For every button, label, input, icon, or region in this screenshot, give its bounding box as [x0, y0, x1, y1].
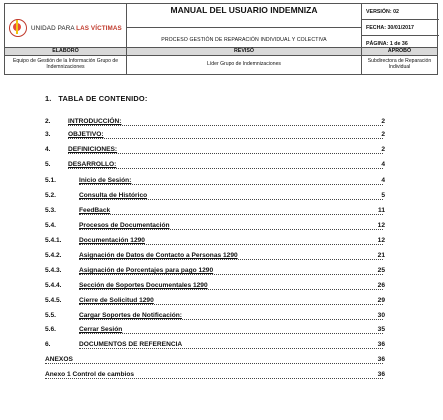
- toc-leader-dots: [68, 138, 383, 139]
- toc-entry-label: Asignación de Porcentajes para pago 1290: [79, 267, 214, 274]
- toc-entry-label: DESARROLLO:: [68, 161, 117, 168]
- toc-entry-number: 5.3.: [45, 207, 56, 214]
- shield-icon: [9, 19, 27, 37]
- toc-leader-dots: [79, 184, 383, 185]
- toc-entry-label: Cierre de Solicitud 1290: [79, 297, 154, 304]
- elaboro-column: [5, 48, 127, 74]
- version-label: VERSIÓN: 02: [362, 4, 439, 20]
- toc-entry-page: 2: [381, 118, 385, 125]
- toc-leader-dots: [68, 168, 383, 169]
- toc-leader-dots: [79, 259, 383, 260]
- elaboro-value: Equipo de Gestión de la Información Grupo de Indemnizaciones: [12, 58, 119, 70]
- reviso-value: Líder Grupo de Indemnizaciones: [207, 61, 281, 67]
- toc-entry-page: 30: [377, 312, 385, 319]
- toc-entry-number: 5.: [45, 161, 51, 168]
- logo-accent: LAS VÍCTIMAS: [76, 24, 122, 32]
- toc-entry-page: 26: [377, 282, 385, 289]
- toc-entry-number: 3.: [45, 131, 51, 138]
- toc-entry-page: 5: [381, 192, 385, 199]
- toc-entry-page: 4: [381, 161, 385, 168]
- toc-entry-label: DOCUMENTOS DE REFERENCIA: [79, 341, 183, 348]
- toc-entry-number: 5.2.: [45, 192, 56, 199]
- reviso-column: [127, 48, 362, 74]
- reviso-heading: REVISÓ: [127, 48, 361, 56]
- toc-entry-page: 36: [377, 371, 385, 378]
- toc-leader-dots: [79, 244, 383, 245]
- toc-entry[interactable]: [0, 312, 443, 323]
- toc-entry-label: Cerrar Sesión: [79, 326, 123, 333]
- toc-entry-number: 6.: [45, 341, 51, 348]
- toc-entry-page: 36: [377, 341, 385, 348]
- elaboro-heading: ELABORÓ: [5, 48, 126, 56]
- toc-entry-label: Asignación de Datos de Contacto a Personas 1290: [79, 252, 238, 259]
- toc-entry-label: ANEXOS: [45, 356, 73, 363]
- toc-entry-label: Documentación 1290: [79, 237, 145, 244]
- toc-leader-dots: [79, 214, 383, 215]
- toc-entry-page: 4: [381, 177, 385, 184]
- toc-leader-dots: [79, 348, 383, 349]
- logo-text: [31, 25, 122, 32]
- toc-entry-number: 5.4.: [45, 222, 56, 229]
- date-label: FECHA: 30/01/2017: [362, 20, 439, 36]
- toc-entry-page: 35: [377, 326, 385, 333]
- toc-entry-page: 2: [381, 146, 385, 153]
- toc-leader-dots: [79, 304, 383, 305]
- toc-entry[interactable]: [0, 146, 443, 157]
- toc-leader-dots: [79, 289, 383, 290]
- approval-table: [4, 47, 438, 75]
- toc-entry-label: Inicio de Sesión:: [79, 177, 132, 184]
- toc-entry-label: Cargar Soportes de Notificación:: [79, 312, 182, 319]
- toc-entry[interactable]: [0, 326, 443, 337]
- toc-leader-dots: [79, 274, 383, 275]
- toc-entry[interactable]: [0, 161, 443, 172]
- toc-leader-dots: [79, 319, 383, 320]
- toc-entry-number: 5.4.2.: [45, 252, 62, 259]
- toc-leader-dots: [45, 363, 383, 364]
- document-header: [4, 3, 438, 53]
- toc-entry-number: 5.1.: [45, 177, 56, 184]
- toc-entry-page: 2: [381, 131, 385, 138]
- toc-entry[interactable]: [0, 252, 443, 263]
- toc-entry[interactable]: [0, 297, 443, 308]
- toc-entry-label: INTRODUCCIÓN:: [68, 118, 122, 125]
- toc-entry-label: OBJETIVO:: [68, 131, 104, 138]
- toc-leader-dots: [68, 125, 383, 126]
- process-subtitle: PROCESO GESTIÓN DE REPARACIÓN INDIVIDUAL Y COLECTIVA: [127, 28, 362, 52]
- aprobo-column: [362, 48, 437, 74]
- toc-entry-label: DEFINICIONES:: [68, 146, 118, 153]
- toc-entry-label: Consulta de Histórico: [79, 192, 148, 199]
- toc-entry-page: 21: [377, 252, 385, 259]
- toc-entry-number: 5.4.3.: [45, 267, 62, 274]
- logo-prefix: UNIDAD PARA: [31, 24, 77, 32]
- toc-entry[interactable]: [0, 131, 443, 142]
- toc-entry-number: 5.4.4.: [45, 282, 62, 289]
- toc-entry-number: 2.: [45, 118, 51, 125]
- toc-entry[interactable]: [0, 267, 443, 278]
- page-label: PÁGINA: 1 de 36: [366, 41, 408, 47]
- toc-entry[interactable]: [0, 237, 443, 248]
- toc-entry-label: FeedBack: [79, 207, 111, 214]
- toc-entry[interactable]: [0, 118, 443, 129]
- toc-entry-label: Sección de Soportes Documentales 1290: [79, 282, 208, 289]
- toc-entry[interactable]: [0, 177, 443, 188]
- manual-title: MANUAL DEL USUARIO INDEMNIZA: [127, 4, 362, 28]
- toc-entry[interactable]: [0, 207, 443, 218]
- toc-leader-dots: [68, 153, 383, 154]
- toc-entry-label: Procesos de Documentación: [79, 222, 170, 229]
- toc-entry[interactable]: [0, 192, 443, 203]
- toc-entry[interactable]: [0, 356, 443, 367]
- toc-leader-dots: [45, 378, 383, 379]
- toc-entry[interactable]: [0, 222, 443, 233]
- toc-entry[interactable]: [0, 371, 443, 382]
- toc-leader-dots: [79, 333, 383, 334]
- aprobo-heading: APROBÓ: [362, 48, 437, 56]
- toc-leader-dots: [79, 199, 383, 200]
- toc-entry-number: 4.: [45, 146, 51, 153]
- toc-entry-number: 5.5.: [45, 312, 56, 319]
- toc-entry[interactable]: [0, 282, 443, 293]
- toc-entry-page: 25: [377, 267, 385, 274]
- aprobo-value: Subdirectora de Reparación Individual: [367, 58, 432, 70]
- toc-heading-label: TABLA DE CONTENIDO:: [58, 94, 148, 103]
- toc-entry-page: 29: [377, 297, 385, 304]
- toc-entry-number: 5.4.1.: [45, 237, 62, 244]
- toc-entry-page: 12: [377, 222, 385, 229]
- toc-leader-dots: [79, 229, 383, 230]
- toc-entry-page: 12: [377, 237, 385, 244]
- toc-heading: [45, 94, 148, 103]
- toc-heading-number: 1.: [45, 94, 52, 103]
- toc-entry[interactable]: [0, 341, 443, 352]
- toc-entry-number: 5.6.: [45, 326, 56, 333]
- logo-cell: [5, 4, 127, 52]
- toc-entry-label: Anexo 1 Control de cambios: [45, 371, 135, 378]
- toc-entry-page: 11: [378, 207, 385, 214]
- toc-entry-page: 36: [377, 356, 385, 363]
- toc-entry-number: 5.4.5.: [45, 297, 62, 304]
